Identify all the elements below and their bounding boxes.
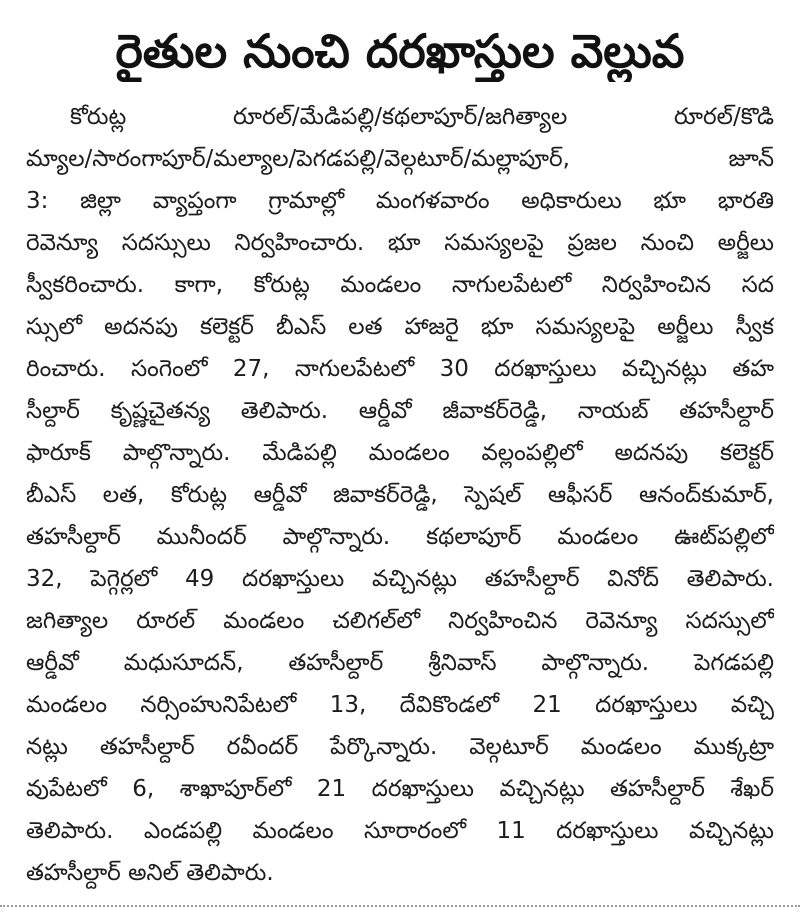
article-body	[26, 96, 774, 894]
article-line: స్వీకరించారు. కాగా, కోరుట్ల మండలం నాగులపేటలో నిర్వహించిన సద	[26, 272, 774, 298]
article-line: 3: జిల్లా వ్యాప్తంగా గ్రామాల్లో మంగళవారం అధికారులు భూ భారతి	[26, 188, 774, 214]
article-line: మండలం నర్సింహునిపేటలో 13, దేవికొండలో 21 దరఖాస్తులు వచ్చి	[26, 692, 774, 718]
article-line: రెవెన్యూ సదస్సులు నిర్వహించారు. భూ సమస్యలపై ప్రజల నుంచి అర్జీలు	[26, 230, 774, 256]
article-line: నట్లు తహసీల్దార్ రవీందర్ పేర్కొన్నారు. వెల్గటూర్ మండలం ముక్కట్రా	[26, 734, 774, 760]
article-line: సీల్దార్ కృష్ణచైతన్య తెలిపారు. ఆర్డీవో జీవాకర్‌రెడ్డి, నాయబ్ తహసీల్దార్	[26, 398, 774, 424]
article-line: తహసీల్దార్ అనిల్ తెలిపారు.	[26, 860, 274, 886]
article-line: బీఎస్ లత, కోరుట్ల ఆర్డీవో జివాకర్‌రెడ్డి, స్పెషల్ ఆఫీసర్ ఆనంద్‌కుమార్,	[26, 482, 774, 508]
article-line: 32, పెగ్గెర్లలో 49 దరఖాస్తులు వచ్చినట్లు తహసీల్దార్ వినోద్ తెలిపారు.	[26, 566, 774, 592]
article-line: జగిత్యాల రూరల్ మండలం చలిగల్‌లో నిర్వహించిన రెవెన్యూ సదస్సులో	[26, 608, 774, 634]
article-line: కోరుట్ల రూరల్/మేడిపల్లి/కథలాపూర్/జగిత్యాల రూరల్/కొడి	[70, 104, 774, 130]
article-line: ఫారూక్ పాల్గొన్నారు. మేడిపల్లి మండలం వల్లంపల్లిలో అదనపు కలెక్టర్	[26, 440, 774, 466]
article-line: మ్యాల/సారంగాపూర్/మల్యాల/పెగడపల్లి/వెల్గటూర్/మల్లాపూర్, జూన్	[26, 146, 774, 172]
article-line: తెలిపారు. ఎండపల్లి మండలం సూరారంలో 11 దరఖాస్తులు వచ్చినట్లు	[26, 818, 774, 844]
article-line: రించారు. సంగెంలో 27, నాగులపేటలో 30 దరఖాస్తులు వచ్చినట్లు తహ	[26, 356, 774, 382]
article-line: ఆర్డీవో మధుసూదన్, తహసీల్దార్ శ్రీనివాస్ పాల్గొన్నారు. పెగడపల్లి	[26, 650, 774, 676]
headline: రైతుల నుంచి దరఖాస్తుల వెల్లువ	[115, 24, 685, 78]
article-line: స్సులో అదనపు కలెక్టర్ బీఎస్ లత హాజరై భూ సమస్యలపై అర్జీలు స్వీక	[26, 314, 774, 340]
bottom-divider	[0, 905, 800, 907]
article-line: తహసీల్దార్ మునీందర్ పాల్గొన్నారు. కథలాపూర్ మండలం ఊట్‌పల్లిలో	[26, 524, 774, 550]
article-line: వుపేటలో 6, శాఖాపూర్‌లో 21 దరఖాస్తులు వచ్చినట్లు తహసీల్దార్ శేఖర్	[26, 776, 774, 802]
